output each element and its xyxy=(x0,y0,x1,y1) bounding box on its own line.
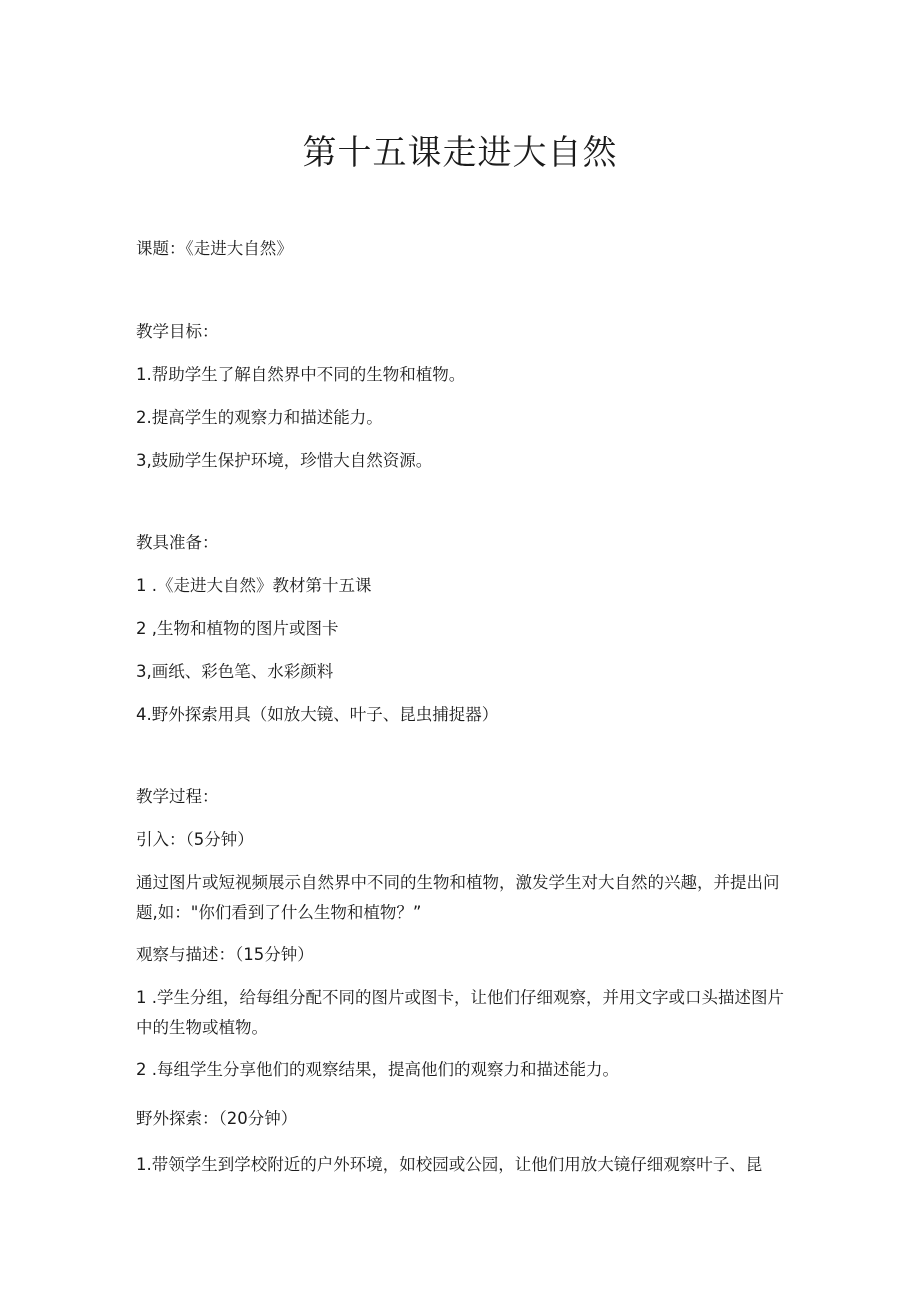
observe-item-1: 1 .学生分组，给每组分配不同的图片或图卡，让他们仔细观察，并用文字或口头描述图片中的生物或植物。 xyxy=(136,988,784,1037)
objectives-heading: 教学目标： xyxy=(136,322,219,341)
materials-heading: 教具准备： xyxy=(136,533,219,552)
material-item-2: 2 ,生物和植物的图片或图卡 xyxy=(136,619,339,638)
observe-item-2: 2 .每组学生分享他们的观察结果，提高他们的观察力和描述能力。 xyxy=(136,1060,619,1079)
field-item-1: 1.带领学生到学校附近的户外环境，如校园或公园，让他们用放大镜仔细观察叶子、昆 xyxy=(136,1155,763,1174)
document-title: 第十五课走进大自然 xyxy=(302,133,618,173)
material-item-3: 3,画纸、彩色笔、水彩颜料 xyxy=(136,662,334,681)
intro-paragraph: 通过图片或短视频展示自然界中不同的生物和植物，激发学生对大自然的兴趣，并提出问题,如："你们看到了什么生物和植物？” xyxy=(136,873,780,922)
objective-item-2: 2.提高学生的观察力和描述能力。 xyxy=(136,408,383,427)
objective-item-3: 3,鼓励学生保护环境，珍惜大自然资源。 xyxy=(136,451,433,470)
material-item-4: 4.野外探索用具（如放大镜、叶子、昆虫捕捉器） xyxy=(136,705,499,724)
field-heading: 野外探索：（20分钟） xyxy=(136,1109,298,1128)
process-heading: 教学过程： xyxy=(136,787,219,806)
objective-item-1: 1.帮助学生了解自然界中不同的生物和植物。 xyxy=(136,365,466,384)
topic-line: 课题：《走进大自然》 xyxy=(136,239,293,258)
intro-heading: 引入：（5分钟） xyxy=(136,830,254,849)
material-item-1: 1 .《走进大自然》教材第十五课 xyxy=(136,576,372,595)
observe-heading: 观察与描述：（15分钟） xyxy=(136,945,314,964)
